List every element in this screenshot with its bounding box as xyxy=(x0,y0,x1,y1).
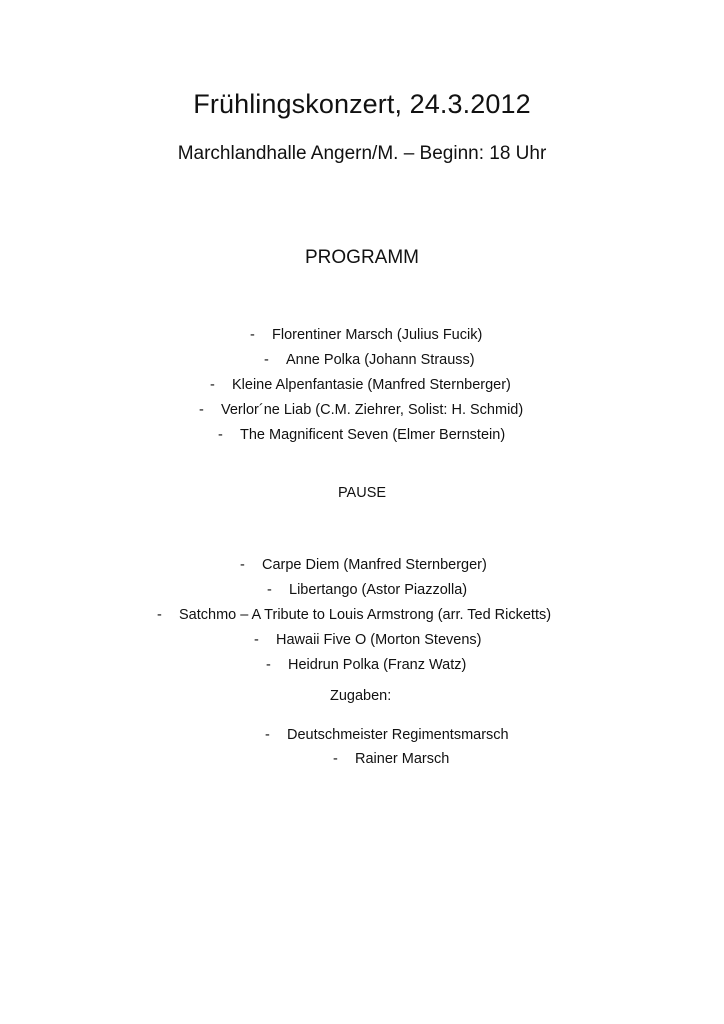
program-item xyxy=(210,375,511,395)
list-dash: - xyxy=(265,727,270,743)
list-dash: - xyxy=(333,751,338,767)
program-item-text: Heidrun Polka (Franz Watz) xyxy=(288,657,467,673)
program-item-text: Libertango (Astor Piazzolla) xyxy=(289,582,468,598)
list-dash: - xyxy=(199,402,204,418)
program-item xyxy=(157,605,551,625)
list-dash: - xyxy=(254,632,259,648)
program-item-text: Satchmo – A Tribute to Louis Armstrong (arr. Ted Ricketts) xyxy=(179,607,552,623)
program-item xyxy=(254,630,481,650)
venue-and-time: Marchlandhalle Angern/M. – Beginn: 18 Uhr xyxy=(177,143,547,164)
list-dash: - xyxy=(250,327,255,343)
program-item xyxy=(266,655,466,675)
encores-label: Zugaben: xyxy=(330,688,392,704)
program-item xyxy=(240,555,487,575)
list-dash: - xyxy=(240,557,245,573)
list-dash: - xyxy=(157,607,162,623)
program-item-text: The Magnificent Seven (Elmer Bernstein) xyxy=(240,427,506,443)
program-item-text: Hawaii Five O (Morton Stevens) xyxy=(276,632,482,648)
list-dash: - xyxy=(218,427,223,443)
program-item xyxy=(250,325,482,345)
program-item-text: Verlor´ne Liab (C.M. Ziehrer, Solist: H. Schmid) xyxy=(221,402,524,418)
encore-item-text: Deutschmeister Regimentsmarsch xyxy=(287,727,509,743)
program-item-text: Anne Polka (Johann Strauss) xyxy=(286,352,475,368)
program-item-text: Carpe Diem (Manfred Sternberger) xyxy=(262,557,487,573)
program-item-text: Kleine Alpenfantasie (Manfred Sternberger) xyxy=(232,377,511,393)
program-item xyxy=(264,350,475,370)
program-item xyxy=(199,400,523,420)
encore-item xyxy=(333,749,449,769)
encore-item-text: Rainer Marsch xyxy=(355,751,450,767)
concert-title: Frühlingskonzert, 24.3.2012 xyxy=(193,89,531,119)
encore-item xyxy=(265,725,509,745)
list-dash: - xyxy=(210,377,215,393)
list-dash: - xyxy=(266,657,271,673)
list-dash: - xyxy=(267,582,272,598)
list-dash: - xyxy=(264,352,269,368)
program-item-text: Florentiner Marsch (Julius Fucik) xyxy=(272,327,483,343)
program-heading: PROGRAMM xyxy=(305,247,419,268)
program-item xyxy=(218,425,505,445)
pause-label: PAUSE xyxy=(337,485,387,501)
program-item xyxy=(267,580,467,600)
